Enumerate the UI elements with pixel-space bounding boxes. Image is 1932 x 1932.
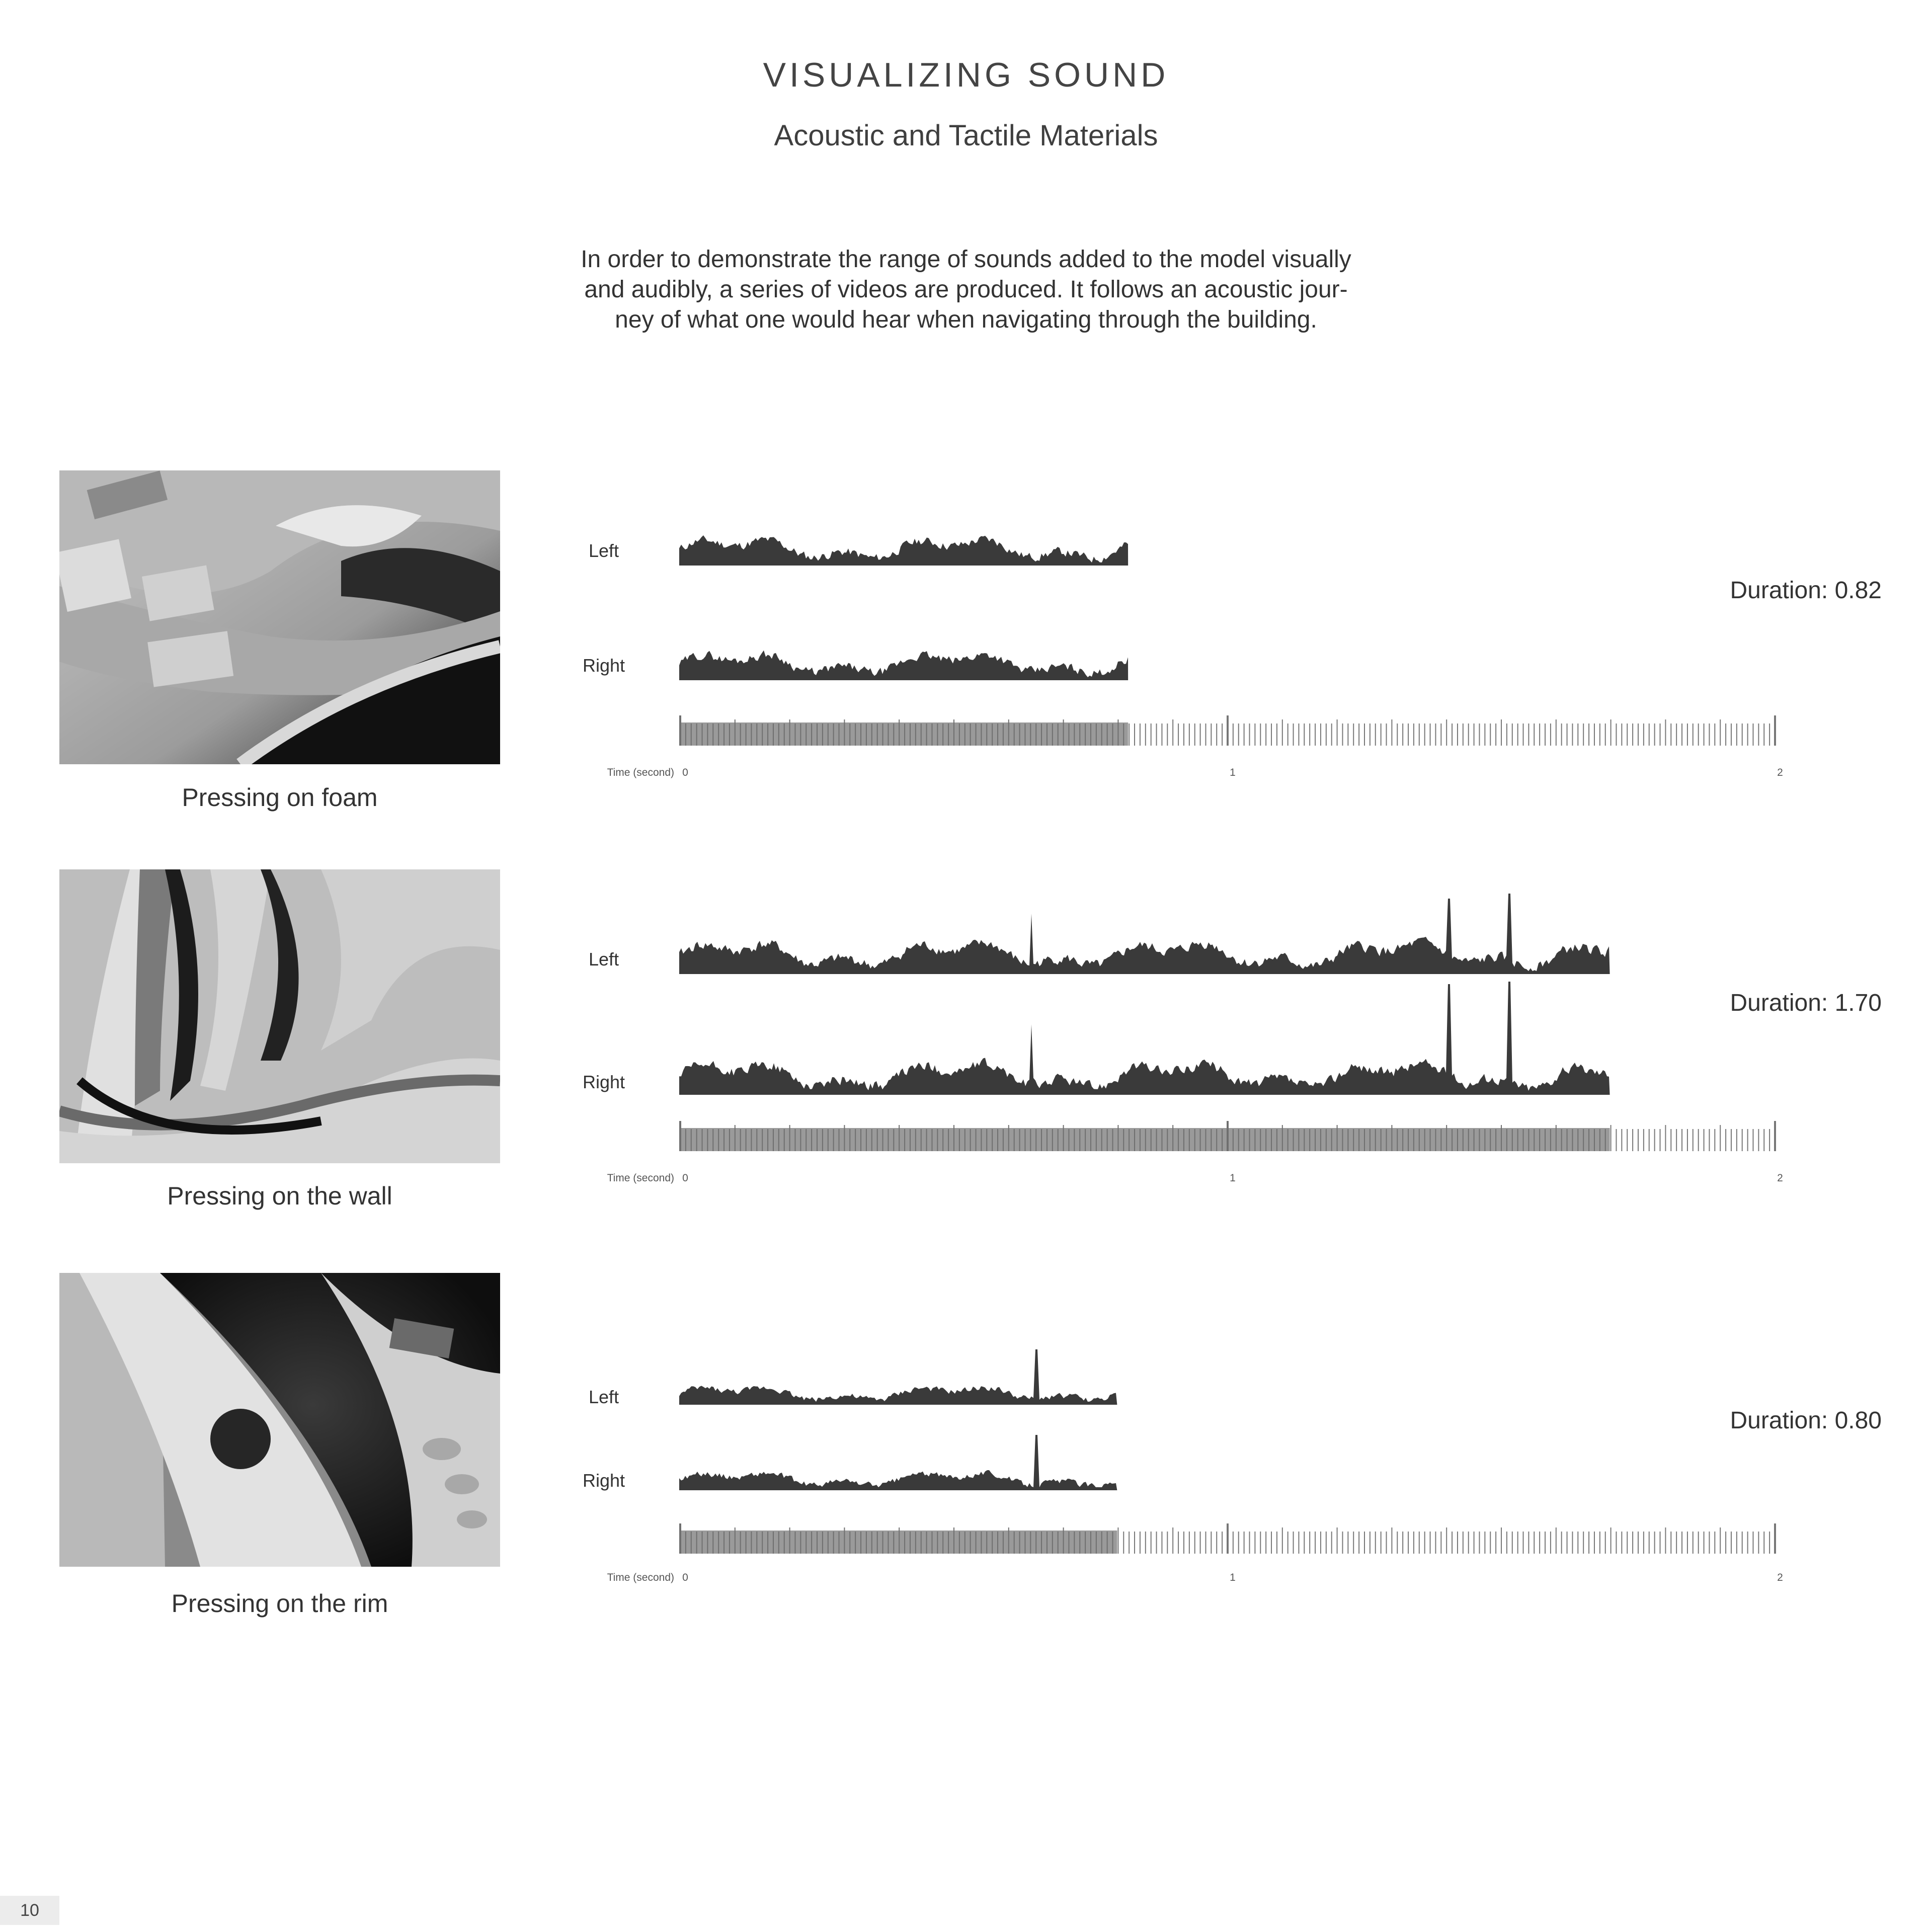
page-title: VISUALIZING SOUND xyxy=(763,56,1169,94)
foam-timeline xyxy=(679,714,1786,750)
timeline-played-bar xyxy=(679,1531,1117,1554)
foam-tick-1: 1 xyxy=(1230,767,1236,778)
rim-tick-2: 2 xyxy=(1777,1572,1783,1583)
wall-tick-1: 1 xyxy=(1230,1172,1236,1184)
rim-right-label: Right xyxy=(582,1470,625,1491)
wall-right-waveform xyxy=(679,981,1635,1102)
timeline-played-bar xyxy=(679,722,1128,746)
rim-timeline xyxy=(679,1522,1786,1558)
foam-left-label: Left xyxy=(588,540,619,561)
timeline-played-bar xyxy=(679,1128,1610,1151)
rim-right-waveform xyxy=(679,1429,1132,1494)
foam-right-label: Right xyxy=(582,655,625,676)
page-subtitle: Acoustic and Tactile Materials xyxy=(774,119,1158,152)
rim-tick-1: 1 xyxy=(1230,1572,1236,1583)
foam-left-waveform xyxy=(679,509,1142,570)
rim-left-label: Left xyxy=(588,1387,619,1407)
foam-caption: Pressing on foam xyxy=(182,783,378,812)
rim-duration: Duration: 0.80 xyxy=(1730,1407,1882,1434)
wall-right-label: Right xyxy=(582,1072,625,1092)
rim-photo xyxy=(59,1273,500,1567)
intro-line: ney of what one would hear when navigating through the building. xyxy=(615,306,1317,333)
intro-paragraph xyxy=(543,245,1389,335)
page-number: 10 xyxy=(0,1896,59,1925)
wall-left-label: Left xyxy=(588,949,619,970)
rim-tick-0: 0 xyxy=(682,1572,688,1583)
foam-photo xyxy=(59,470,500,764)
wall-photo xyxy=(59,869,500,1163)
wall-time-label: Time (second) xyxy=(607,1172,674,1184)
intro-line: and audibly, a series of videos are produced. It follows an acoustic jour- xyxy=(584,276,1348,303)
intro-line: In order to demonstrate the range of sounds added to the model visually xyxy=(581,246,1351,273)
rim-time-label: Time (second) xyxy=(607,1572,674,1583)
rim-caption: Pressing on the rim xyxy=(171,1589,388,1618)
foam-duration: Duration: 0.82 xyxy=(1730,577,1882,604)
wall-timeline xyxy=(679,1120,1786,1155)
wall-tick-0: 0 xyxy=(682,1172,688,1184)
foam-right-waveform xyxy=(679,624,1142,684)
foam-tick-0: 0 xyxy=(682,767,688,778)
foam-tick-2: 2 xyxy=(1777,767,1783,778)
wall-tick-2: 2 xyxy=(1777,1172,1783,1184)
wall-duration: Duration: 1.70 xyxy=(1730,990,1882,1016)
foam-time-label: Time (second) xyxy=(607,767,674,778)
rim-left-waveform xyxy=(679,1343,1132,1409)
wall-left-waveform xyxy=(679,891,1635,981)
wall-caption: Pressing on the wall xyxy=(167,1182,392,1210)
